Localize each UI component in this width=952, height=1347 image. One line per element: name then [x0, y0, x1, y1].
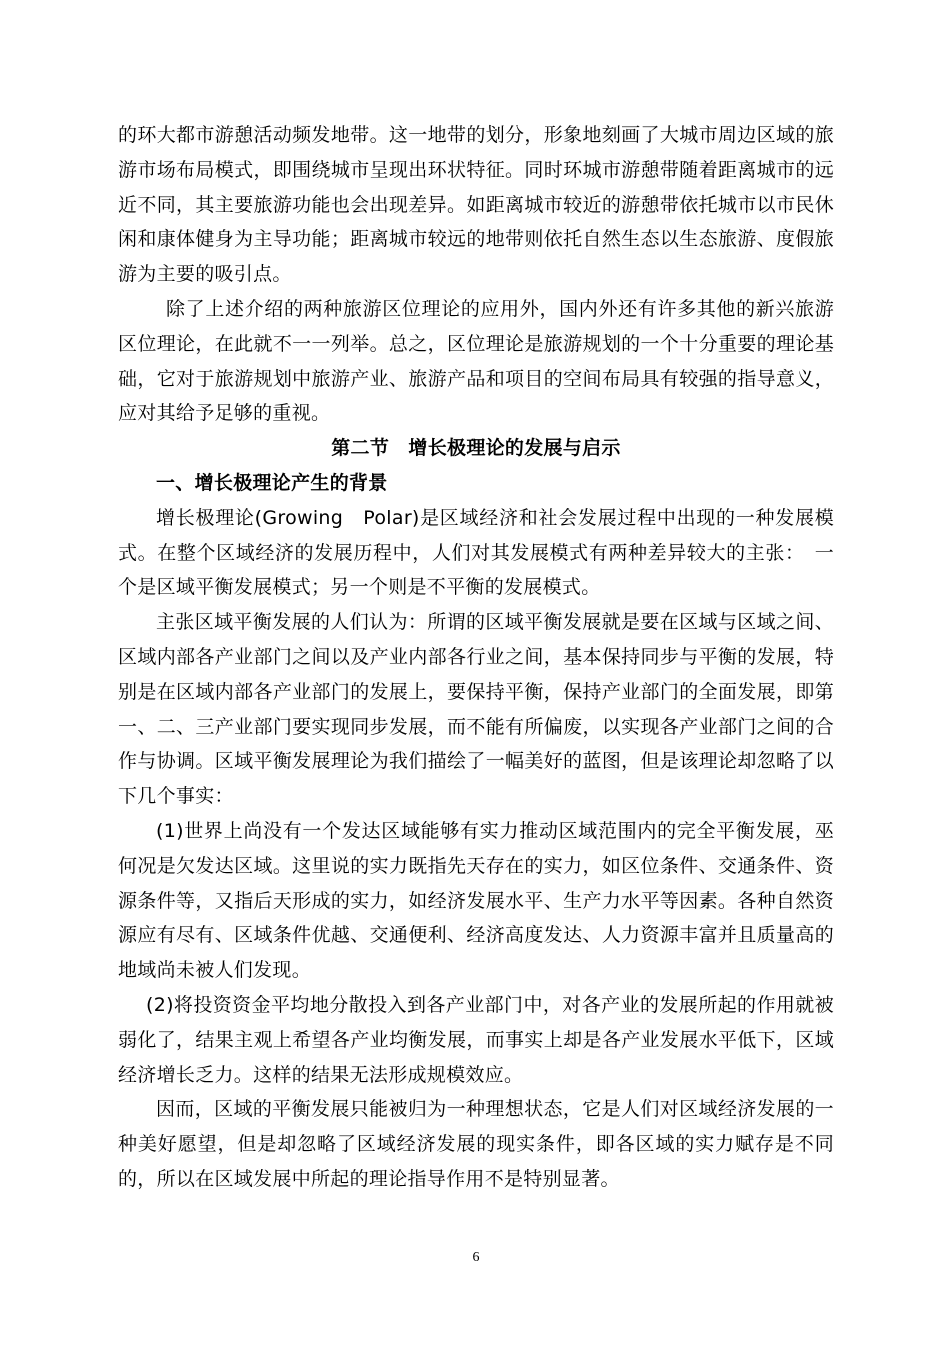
page-body — [118, 118, 834, 1197]
body-paragraph-5: (1)世界上尚没有一个发达区域能够有实力推动区域范围内的完全平衡发展，巫何况是欠发达区域。这里说的实力既指先天存在的实力，如区位条件、交通条件、资源条件等，又指后天形成的实力，如经济发展水平、生产力水平等因素。各种自然资源应有尽有、区域条件优越、交通便利、经济高度发达、人力资源丰富并且质量高的地域尚未被人们发现。 — [118, 819, 834, 982]
body-paragraph-7: 因而，区域的平衡发展只能被归为一种理想状态，它是人们对区域经济发展的一种美好愿望，但是却忽略了区域经济发展的现实条件，即各区域的实力赋存是不同的，所以在区域发展中所起的理论指导作用不是特别显著。 — [118, 1098, 834, 1190]
body-paragraph-1: 的环大都市游憩活动频发地带。这一地带的划分，形象地刻画了大城市周边区域的旅游市场布局模式，即围绕城市呈现出环状特征。同时环城市游憩带随着距离城市的远近不同，其主要旅游功能也会出现差异。如距离城市较近的游憩带依托城市以市民休闲和康体健身为主导功能；距离城市较远的地带则依托自然生态以生态旅游、度假旅游为主要的吸引点。 — [118, 124, 834, 286]
body-paragraph-6: (2)将投资资金平均地分散投入到各产业部门中，对各产业的发展所起的作用就被弱化了，结果主观上希望各产业均衡发展，而事实上却是各产业发展水平低下，区域经济增长乏力。这样的结果无法形成规模效应。 — [118, 993, 834, 1086]
section-title: 第二节 增长极理论的发展与启示 — [331, 437, 621, 460]
body-paragraph-3: 增长极理论(Growing Polar)是区域经济和社会发展过程中出现的一种发展模式。在整个区域经济的发展历程中，人们对其发展模式有两种差异较大的主张： 一个是区域平衡发展模式；另一个则是不平衡的发展模式。 — [118, 506, 834, 599]
page-number: 6 — [472, 1250, 480, 1265]
sub-heading: 一、增长极理论产生的背景 — [156, 471, 388, 494]
body-paragraph-2: 除了上述介绍的两种旅游区位理论的应用外，国内外还有许多其他的新兴旅游区位理论，在此就不一一列举。总之，区位理论是旅游规划的一个十分重要的理论基础，它对于旅游规划中旅游产业、旅游产品和项目的空间布局具有较强的指导意义，应对其给予足够的重视。 — [118, 297, 834, 425]
body-paragraph-4: 主张区域平衡发展的人们认为：所谓的区域平衡发展就是要在区域与区域之间、区域内部各产业部门之间以及产业内部各行业之间，基本保持同步与平衡的发展，特别是在区域内部各产业部门的发展上，要保持平衡，保持产业部门的全面发展，即第一、二、三产业部门要实现同步发展，而不能有所偏废，以实现各产业部门之间的合作与协调。区域平衡发展理论为我们描绘了一幅美好的蓝图，但是该理论却忽略了以下几个事实： — [118, 611, 834, 808]
